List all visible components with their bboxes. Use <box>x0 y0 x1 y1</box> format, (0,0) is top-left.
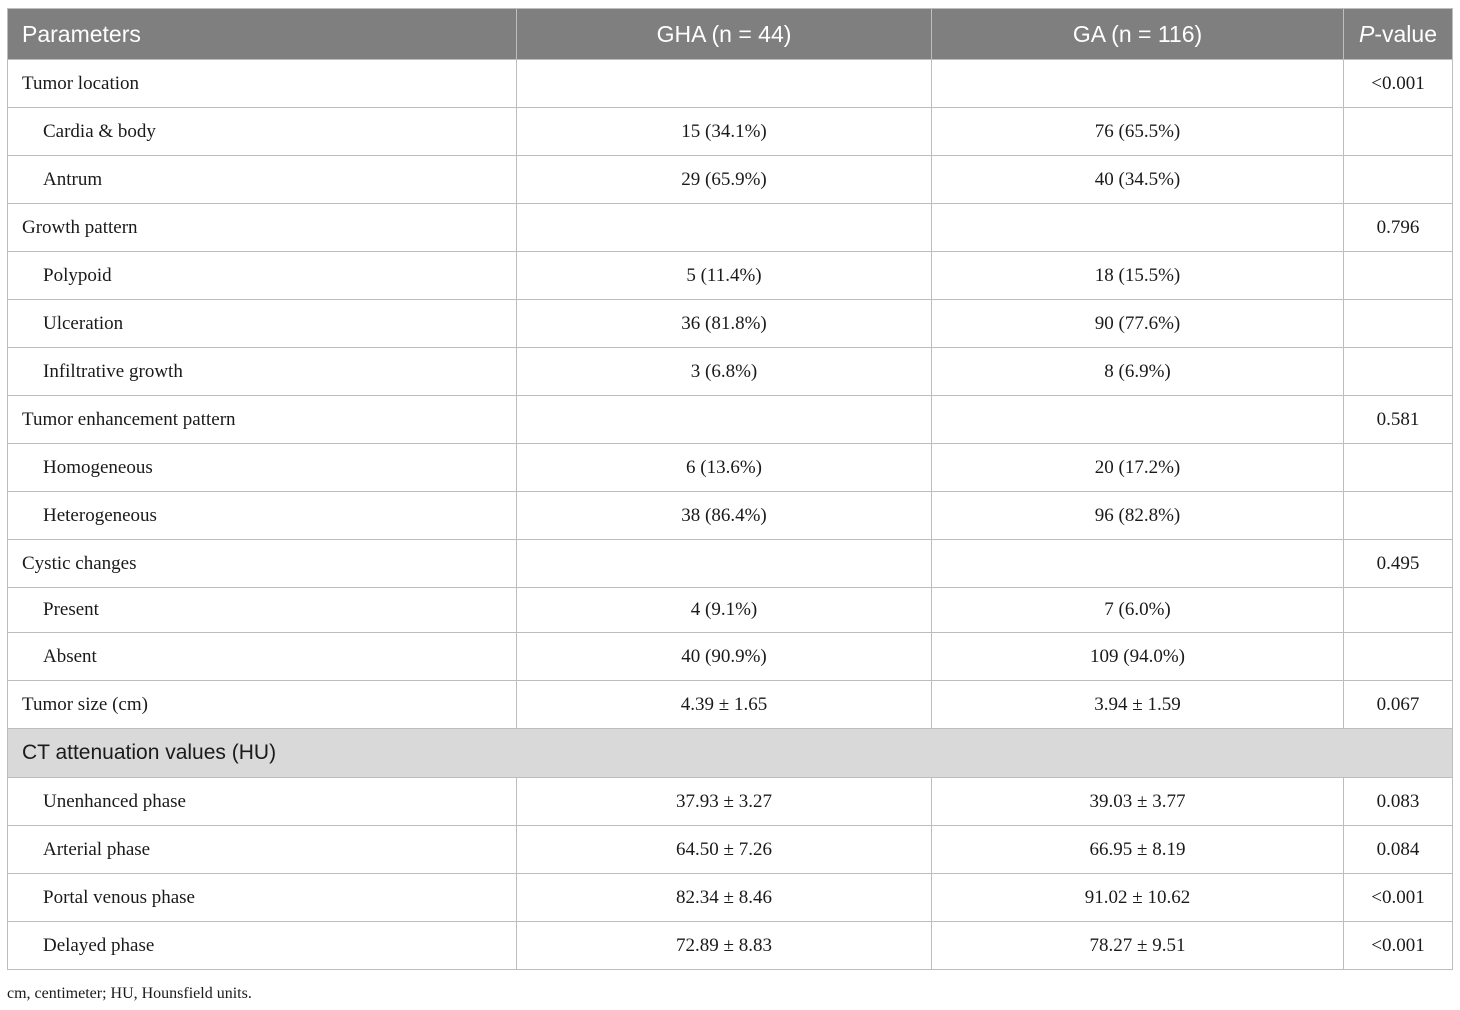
p-value <box>1344 300 1453 348</box>
p-value: 0.084 <box>1344 826 1453 874</box>
gha-value <box>517 204 932 252</box>
gha-value <box>517 540 932 588</box>
p-value: 0.495 <box>1344 540 1453 588</box>
row-label: Delayed phase <box>8 922 517 970</box>
p-value <box>1344 492 1453 540</box>
ga-value <box>932 540 1344 588</box>
table-row <box>8 492 1453 540</box>
row-label: Tumor size (cm) <box>8 681 517 729</box>
row-label: Antrum <box>8 156 517 204</box>
p-value <box>1344 444 1453 492</box>
gha-value: 29 (65.9%) <box>517 156 932 204</box>
gha-value: 3 (6.8%) <box>517 348 932 396</box>
row-label: Present <box>8 588 517 633</box>
section-row <box>8 729 1453 778</box>
table-row <box>8 633 1453 681</box>
row-label: Homogeneous <box>8 444 517 492</box>
gha-value: 82.34 ± 8.46 <box>517 874 932 922</box>
ga-value: 66.95 ± 8.19 <box>932 826 1344 874</box>
header-p-italic: P <box>1359 20 1375 47</box>
p-value: 0.083 <box>1344 778 1453 826</box>
ga-value: 76 (65.5%) <box>932 108 1344 156</box>
ga-value: 90 (77.6%) <box>932 300 1344 348</box>
ga-value <box>932 60 1344 108</box>
row-label: Polypoid <box>8 252 517 300</box>
row-label: Infiltrative growth <box>8 348 517 396</box>
table-row <box>8 396 1453 444</box>
gha-value <box>517 396 932 444</box>
row-label: Absent <box>8 633 517 681</box>
table-row <box>8 252 1453 300</box>
gha-value: 15 (34.1%) <box>517 108 932 156</box>
ga-value: 40 (34.5%) <box>932 156 1344 204</box>
row-label: Ulceration <box>8 300 517 348</box>
gha-value: 38 (86.4%) <box>517 492 932 540</box>
ga-value: 78.27 ± 9.51 <box>932 922 1344 970</box>
ga-value: 3.94 ± 1.59 <box>932 681 1344 729</box>
table-row <box>8 588 1453 633</box>
table-row <box>8 681 1453 729</box>
results-table-container <box>7 8 1452 970</box>
ga-value: 109 (94.0%) <box>932 633 1344 681</box>
p-value <box>1344 633 1453 681</box>
p-value <box>1344 348 1453 396</box>
header-parameters: Parameters <box>8 9 517 60</box>
header-p-rest: -value <box>1374 20 1437 47</box>
p-value: 0.067 <box>1344 681 1453 729</box>
table-row <box>8 778 1453 826</box>
gha-value: 5 (11.4%) <box>517 252 932 300</box>
table-row <box>8 300 1453 348</box>
p-value <box>1344 108 1453 156</box>
table-row <box>8 204 1453 252</box>
ga-value: 20 (17.2%) <box>932 444 1344 492</box>
gha-value: 4.39 ± 1.65 <box>517 681 932 729</box>
p-value: 0.796 <box>1344 204 1453 252</box>
p-value <box>1344 156 1453 204</box>
ga-value: 39.03 ± 3.77 <box>932 778 1344 826</box>
table-row <box>8 444 1453 492</box>
p-value <box>1344 588 1453 633</box>
ga-value: 8 (6.9%) <box>932 348 1344 396</box>
p-value: <0.001 <box>1344 60 1453 108</box>
gha-value: 37.93 ± 3.27 <box>517 778 932 826</box>
gha-value: 40 (90.9%) <box>517 633 932 681</box>
table-footnote: cm, centimeter; HU, Hounsfield units. <box>7 985 252 1002</box>
row-label: Unenhanced phase <box>8 778 517 826</box>
header-p-value <box>1344 9 1453 60</box>
ga-value: 96 (82.8%) <box>932 492 1344 540</box>
p-value: 0.581 <box>1344 396 1453 444</box>
row-label: Tumor enhancement pattern <box>8 396 517 444</box>
p-value <box>1344 252 1453 300</box>
gha-value: 72.89 ± 8.83 <box>517 922 932 970</box>
header-row <box>8 9 1453 60</box>
table-row <box>8 874 1453 922</box>
p-value: <0.001 <box>1344 874 1453 922</box>
table-row <box>8 540 1453 588</box>
row-label: Portal venous phase <box>8 874 517 922</box>
row-label: Cardia & body <box>8 108 517 156</box>
gha-value: 64.50 ± 7.26 <box>517 826 932 874</box>
ga-value <box>932 204 1344 252</box>
table-row <box>8 60 1453 108</box>
gha-value: 36 (81.8%) <box>517 300 932 348</box>
row-label: Growth pattern <box>8 204 517 252</box>
section-label: CT attenuation values (HU) <box>8 729 1453 778</box>
ga-value: 7 (6.0%) <box>932 588 1344 633</box>
gha-value: 6 (13.6%) <box>517 444 932 492</box>
table-row <box>8 108 1453 156</box>
row-label: Tumor location <box>8 60 517 108</box>
table-row <box>8 156 1453 204</box>
ga-value: 91.02 ± 10.62 <box>932 874 1344 922</box>
row-label: Heterogeneous <box>8 492 517 540</box>
row-label: Cystic changes <box>8 540 517 588</box>
table-row <box>8 826 1453 874</box>
gha-value <box>517 60 932 108</box>
table-row <box>8 922 1453 970</box>
header-gha: GHA (n = 44) <box>517 9 932 60</box>
p-value: <0.001 <box>1344 922 1453 970</box>
ga-value: 18 (15.5%) <box>932 252 1344 300</box>
results-table <box>7 8 1453 970</box>
ga-value <box>932 396 1344 444</box>
header-ga: GA (n = 116) <box>932 9 1344 60</box>
gha-value: 4 (9.1%) <box>517 588 932 633</box>
table-row <box>8 348 1453 396</box>
row-label: Arterial phase <box>8 826 517 874</box>
